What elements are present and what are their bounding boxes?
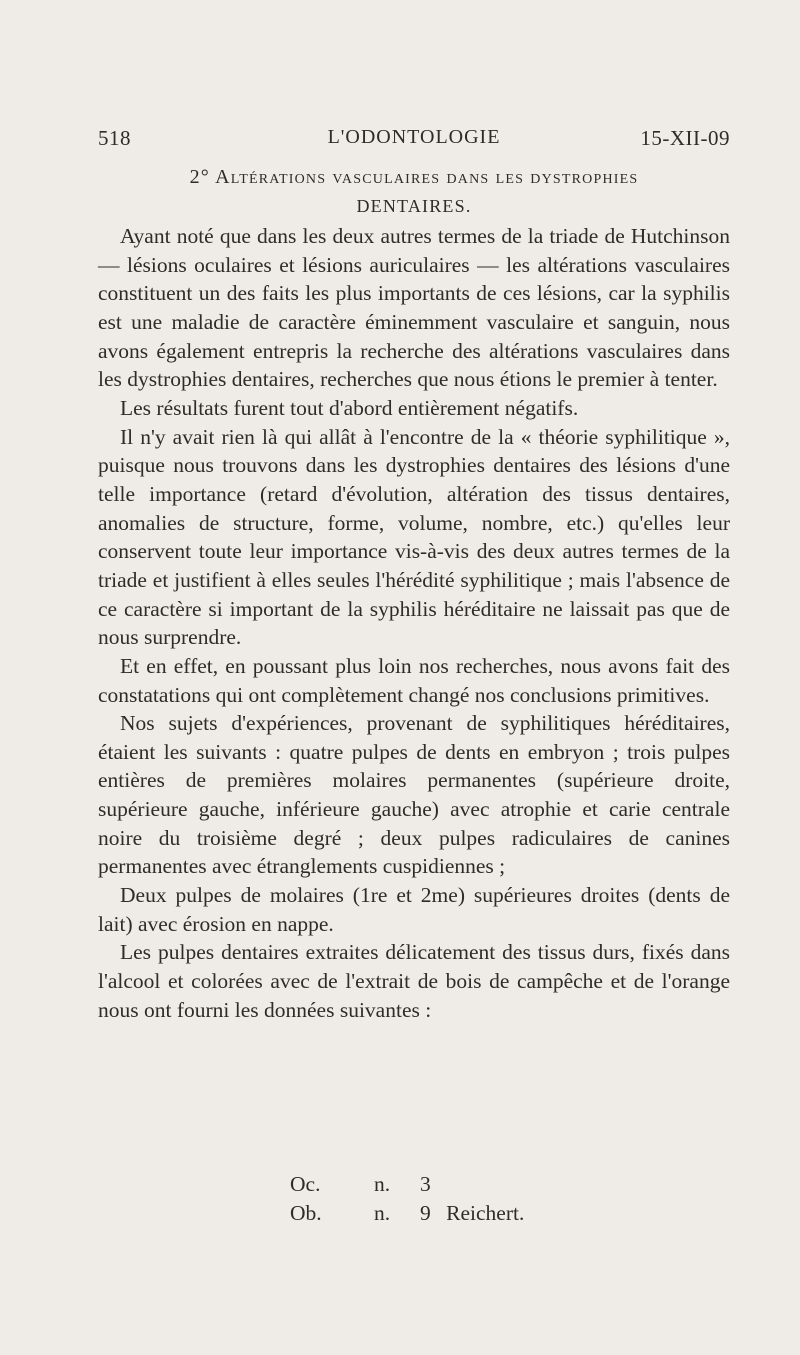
paragraph: Il n'y avait rien là qui allât à l'encontre de la « théorie syphilitique », puisque nous trouvons dans les dystrophies dentaires des lésions d'une telle importance (retard d'évolution, altération des tissus dentaires, anomalies de structure, forme, volume, nombre, etc.) qu'elles leur conservent toute leur importance vis-à-vis des deux autres termes de la triade et justifient à elles seules l'hérédité syphilitique ; mais l'absence de ce caractère si important de la syphilis héréditaire ne laissait pas que de nous surprendre. — [98, 424, 730, 650]
page-number: 518 — [98, 126, 131, 150]
body-text — [98, 222, 730, 1024]
section-heading-line-1: 2° Altérations vasculaires dans les dystrophies — [189, 166, 639, 188]
paragraph: Et en effet, en poussant plus loin nos recherches, nous avons fait des constatations qui ont complètement changé nos conclusions primitives. — [98, 653, 730, 707]
issue-date: 15-XII-09 — [640, 126, 730, 150]
paragraph: Ayant noté que dans les deux autres termes de la triade de Hutchinson — lésions oculaires et lésions auriculaires — les altérations vasculaires constituent un des faits les plus importants de ces lésions, car la syphilis est une maladie de caractère éminemment vasculaire et sanguin, nous avons également entrepris la recherche des altérations vasculaires dans les dystrophies dentaires, recherches que nous étions le premier à tenter. — [98, 224, 730, 392]
settings-abbr: n. — [374, 1172, 391, 1196]
settings-value: 3 — [420, 1172, 431, 1196]
settings-number: 9 — [420, 1200, 431, 1225]
journal-title: L'ODONTOLOGIE — [327, 126, 501, 148]
paragraph: Les pulpes dentaires extraites délicatement des tissus durs, fixés dans l'alcool et colorées avec de l'extrait de bois de campêche et de l'orange nous ont fourni les données suivantes : — [98, 940, 730, 1022]
running-header — [98, 126, 730, 154]
paragraph: Deux pulpes de molaires (1re et 2me) supérieures droites (dents de lait) avec érosion en nappe. — [98, 883, 730, 936]
settings-note: Reichert. — [446, 1200, 525, 1225]
paragraph: Les résultats furent tout d'abord entièrement négatifs. — [120, 395, 579, 420]
settings-label: Ob. — [290, 1200, 322, 1225]
settings-label: Oc. — [290, 1172, 321, 1196]
paragraph: Nos sujets d'expériences, provenant de syphilitiques héréditaires, étaient les suivants : quatre pulpes de dents en embryon ; trois pulpes entières de premières molaires permanentes (supérieure droite, supérieure gauche, inférieure gauche) avec atrophie et carie centrale noire du troisième degré ; deux pulpes radiculaires de canines permanentes avec étranglements cuspidiennes ; — [98, 711, 730, 879]
section-heading — [98, 163, 730, 221]
section-heading-line-2: DENTAIRES. — [356, 196, 472, 216]
settings-abbr: n. — [374, 1200, 391, 1225]
settings-value — [420, 1199, 524, 1228]
